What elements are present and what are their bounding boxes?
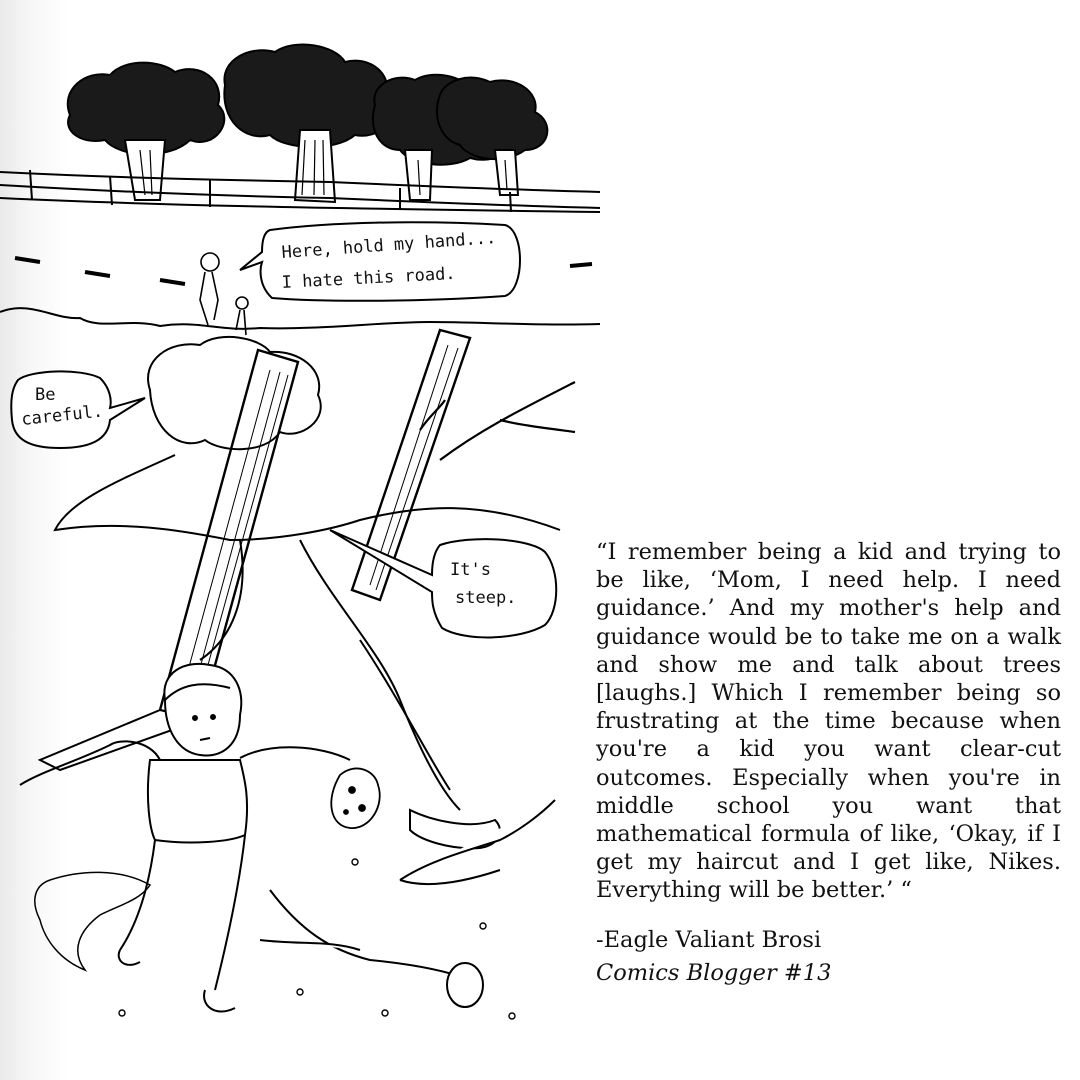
walking-figures [200, 253, 248, 335]
bubble-careful-line2: careful. [20, 401, 104, 430]
bubble-careful-line1: Be [35, 385, 56, 405]
speech-bubble-road [240, 222, 520, 301]
quote-source: Comics Blogger #13 [596, 960, 832, 986]
child-figure [20, 664, 350, 1012]
crumpled-leaf [331, 768, 379, 828]
quote-text: “I remember being a kid and trying to be like, ‘Mom, I need help. I need guidance.’ And my mother's help and guidance would be to take me on a walk and show me and talk about trees [laughs.] Which I remember being so frustrating at the time because when you're a kid you want clear-cut outcomes. Especially when you're in middle school you want that mathematical formula of like, ‘Okay, if I get my haircut and I get like, Nikes. Everything will be better.’ “ [596, 539, 1061, 904]
quote-attribution: -Eagle Valiant Brosi [596, 927, 822, 953]
ground-shadow [35, 872, 150, 970]
ground-branches [260, 800, 555, 1007]
bubble-steep-line2: steep. [455, 588, 517, 608]
bubble-road-line1: Here, hold my hand... [280, 228, 497, 263]
bubble-road-line2: I hate this road. [281, 263, 457, 293]
bubble-steep-line1: It's [450, 560, 491, 580]
speech-bubble-careful [11, 371, 145, 448]
